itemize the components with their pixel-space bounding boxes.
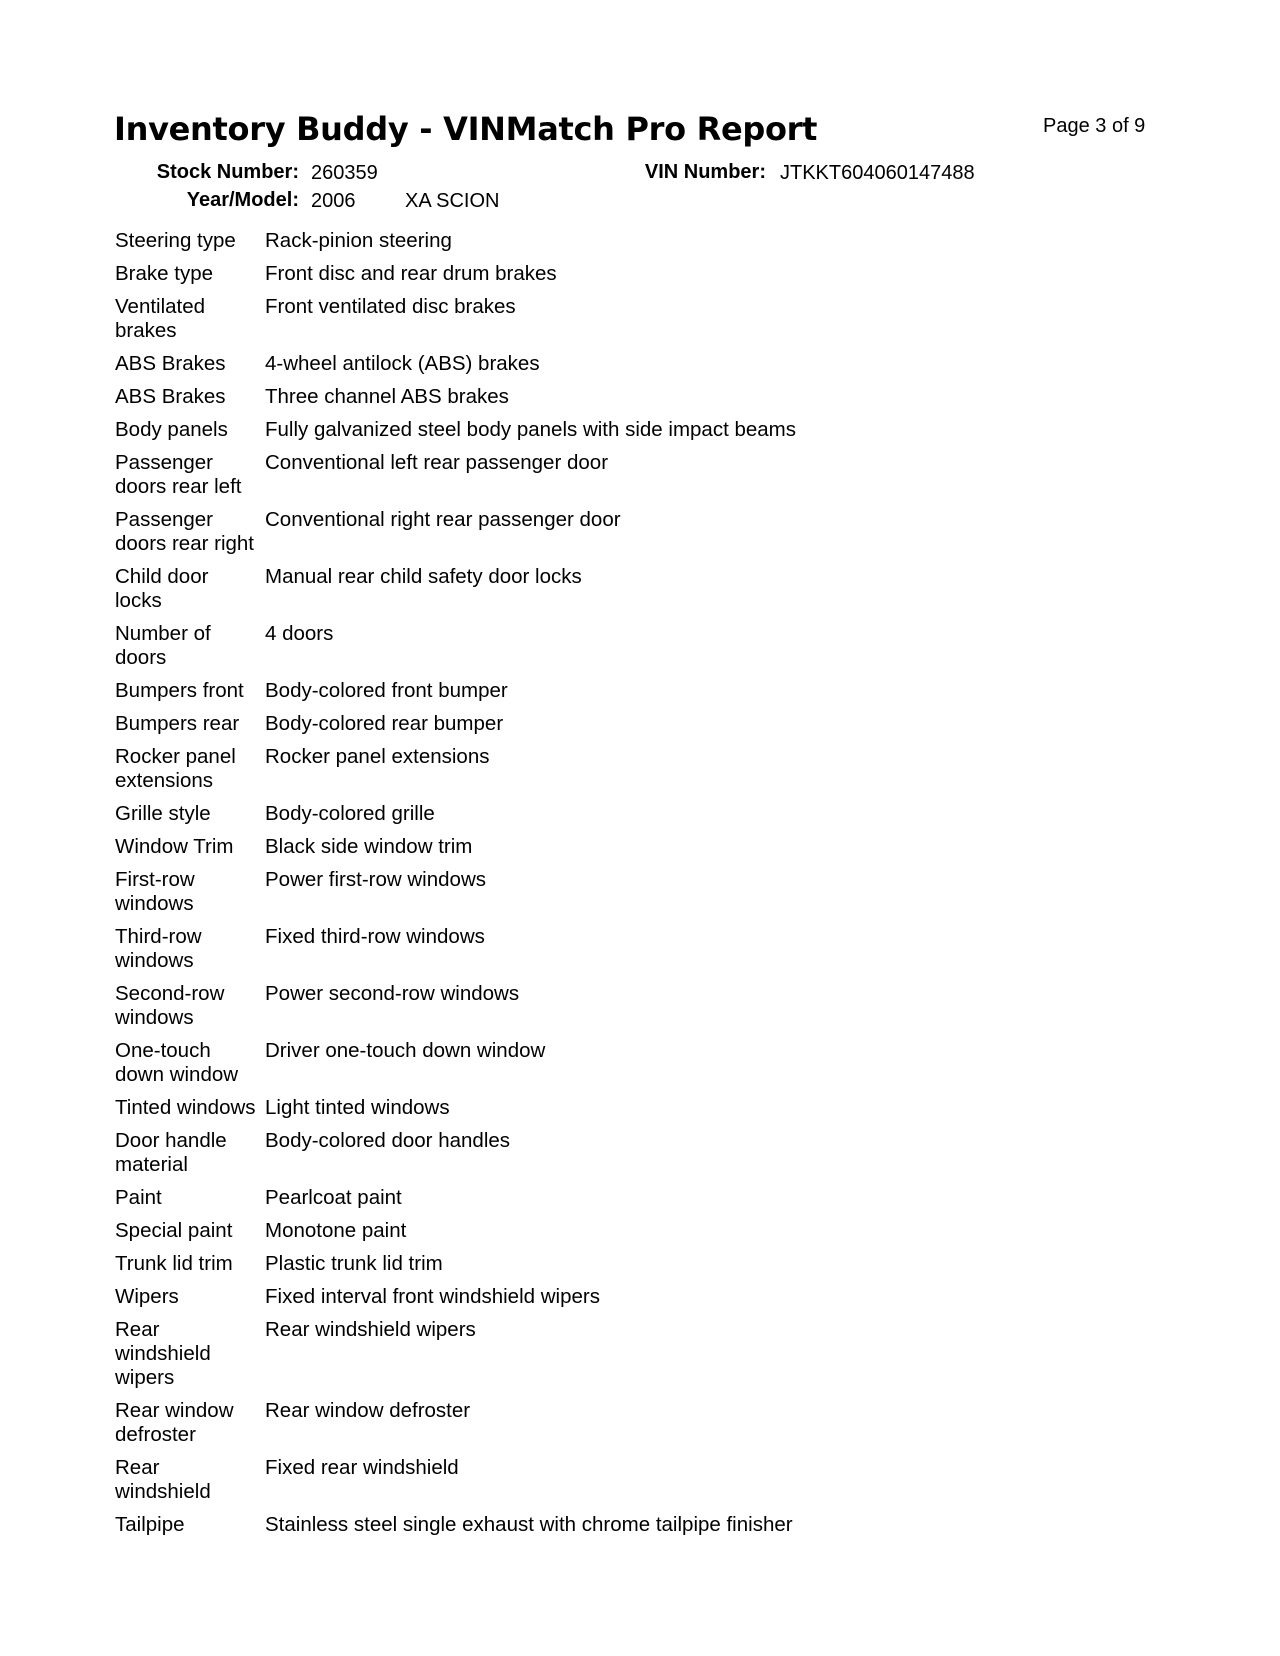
- feature-row: [115, 451, 1215, 499]
- feature-row: [115, 982, 1215, 1030]
- feature-value: Rocker panel extensions: [265, 745, 490, 768]
- feature-label: One-touch down window: [115, 1039, 239, 1086]
- feature-label: Ventilated brakes: [115, 295, 206, 342]
- feature-value: Body-colored door handles: [265, 1129, 511, 1152]
- feature-label: ABS Brakes: [115, 385, 226, 408]
- feature-label: Special paint: [115, 1219, 233, 1242]
- feature-label: Wipers: [115, 1285, 179, 1308]
- feature-label: Number of doors: [115, 622, 211, 669]
- feature-label: Paint: [115, 1186, 162, 1209]
- feature-value: Manual rear child safety door locks: [265, 565, 582, 588]
- feature-value: Light tinted windows: [265, 1096, 450, 1119]
- feature-row: [115, 1456, 1215, 1504]
- feature-value: Body-colored front bumper: [265, 679, 508, 702]
- feature-value: Body-colored grille: [265, 802, 435, 825]
- feature-value: Fixed interval front windshield wipers: [265, 1285, 600, 1308]
- feature-value: Driver one-touch down window: [265, 1039, 546, 1062]
- feature-value: Monotone paint: [265, 1219, 407, 1242]
- feature-value: Plastic trunk lid trim: [265, 1252, 443, 1275]
- feature-row: [115, 679, 1215, 703]
- page-number: Page 3 of 9: [1043, 115, 1146, 137]
- feature-row: [115, 1318, 1215, 1390]
- feature-label: First-row windows: [115, 868, 195, 915]
- feature-row: [115, 1285, 1215, 1309]
- feature-label: Bumpers rear: [115, 712, 240, 735]
- feature-row: [115, 622, 1215, 670]
- feature-label: Brake type: [115, 262, 213, 285]
- feature-value: Rack-pinion steering: [265, 229, 452, 252]
- feature-label: Window Trim: [115, 835, 234, 858]
- feature-row: [115, 868, 1215, 916]
- feature-row: [115, 418, 1215, 442]
- feature-row: [115, 802, 1215, 826]
- feature-row: [115, 1186, 1215, 1210]
- vin-number-value: JTKKT604060147488: [780, 162, 975, 184]
- vin-number-label: VIN Number:: [644, 161, 766, 183]
- feature-label: Rocker panel extensions: [115, 745, 236, 792]
- feature-value: Three channel ABS brakes: [265, 385, 509, 408]
- feature-row: [115, 1252, 1215, 1276]
- feature-label: Grille style: [115, 802, 211, 825]
- feature-value: Power second-row windows: [265, 982, 520, 1005]
- feature-label: Steering type: [115, 229, 236, 252]
- feature-row: [115, 262, 1215, 286]
- feature-row: [115, 508, 1215, 556]
- feature-value: Front disc and rear drum brakes: [265, 262, 557, 285]
- year-value: 2006: [311, 190, 356, 212]
- stock-number-value: 260359: [311, 162, 378, 184]
- feature-row: [115, 1096, 1215, 1120]
- feature-value: Fully galvanized steel body panels with side impact beams: [265, 418, 796, 441]
- feature-label: Third-row windows: [115, 925, 202, 972]
- feature-row: [115, 1399, 1215, 1447]
- feature-row: [115, 385, 1215, 409]
- feature-value: Front ventilated disc brakes: [265, 295, 516, 318]
- feature-value: Pearlcoat paint: [265, 1186, 402, 1209]
- feature-label: ABS Brakes: [115, 352, 226, 375]
- feature-label: Rear window defroster: [115, 1399, 234, 1446]
- feature-label: Second-row windows: [115, 982, 225, 1029]
- feature-label: Child door locks: [115, 565, 209, 612]
- year-model-label: Year/Model:: [186, 189, 299, 211]
- feature-value: 4 doors: [265, 622, 334, 645]
- feature-label: Passenger doors rear left: [115, 451, 242, 498]
- feature-value: Fixed third-row windows: [265, 925, 485, 948]
- feature-label: Rear windshield: [115, 1456, 211, 1503]
- feature-value: 4-wheel antilock (ABS) brakes: [265, 352, 540, 375]
- feature-value: Black side window trim: [265, 835, 473, 858]
- feature-label: Rear windshield wipers: [115, 1318, 211, 1389]
- feature-row: [115, 925, 1215, 973]
- feature-label: Trunk lid trim: [115, 1252, 233, 1275]
- feature-row: [115, 229, 1215, 253]
- feature-row: [115, 295, 1215, 343]
- feature-value: Conventional left rear passenger door: [265, 451, 609, 474]
- feature-label: Bumpers front: [115, 679, 244, 702]
- feature-row: [115, 745, 1215, 793]
- feature-value: Conventional right rear passenger door: [265, 508, 621, 531]
- feature-row: [115, 712, 1215, 736]
- feature-row: [115, 565, 1215, 613]
- stock-number-label: Stock Number:: [156, 161, 299, 183]
- feature-value: Power first-row windows: [265, 868, 486, 891]
- feature-row: [115, 1129, 1215, 1177]
- feature-value: Fixed rear windshield: [265, 1456, 459, 1479]
- feature-value: Body-colored rear bumper: [265, 712, 504, 735]
- feature-row: [115, 1219, 1215, 1243]
- feature-list: [115, 229, 1215, 1546]
- feature-label: Passenger doors rear right: [115, 508, 255, 555]
- report-title: Inventory Buddy - VINMatch Pro Report: [114, 110, 818, 148]
- feature-value: Stainless steel single exhaust with chrome tailpipe finisher: [265, 1513, 793, 1536]
- feature-row: [115, 1039, 1215, 1087]
- feature-label: Body panels: [115, 418, 228, 441]
- feature-row: [115, 352, 1215, 376]
- feature-row: [115, 1513, 1215, 1537]
- feature-label: Tinted windows: [115, 1096, 256, 1119]
- feature-row: [115, 835, 1215, 859]
- feature-value: Rear window defroster: [265, 1399, 471, 1422]
- feature-label: Door handle material: [115, 1129, 227, 1176]
- feature-value: Rear windshield wipers: [265, 1318, 476, 1341]
- feature-label: Tailpipe: [115, 1513, 185, 1536]
- model-value: XA SCION: [405, 190, 500, 212]
